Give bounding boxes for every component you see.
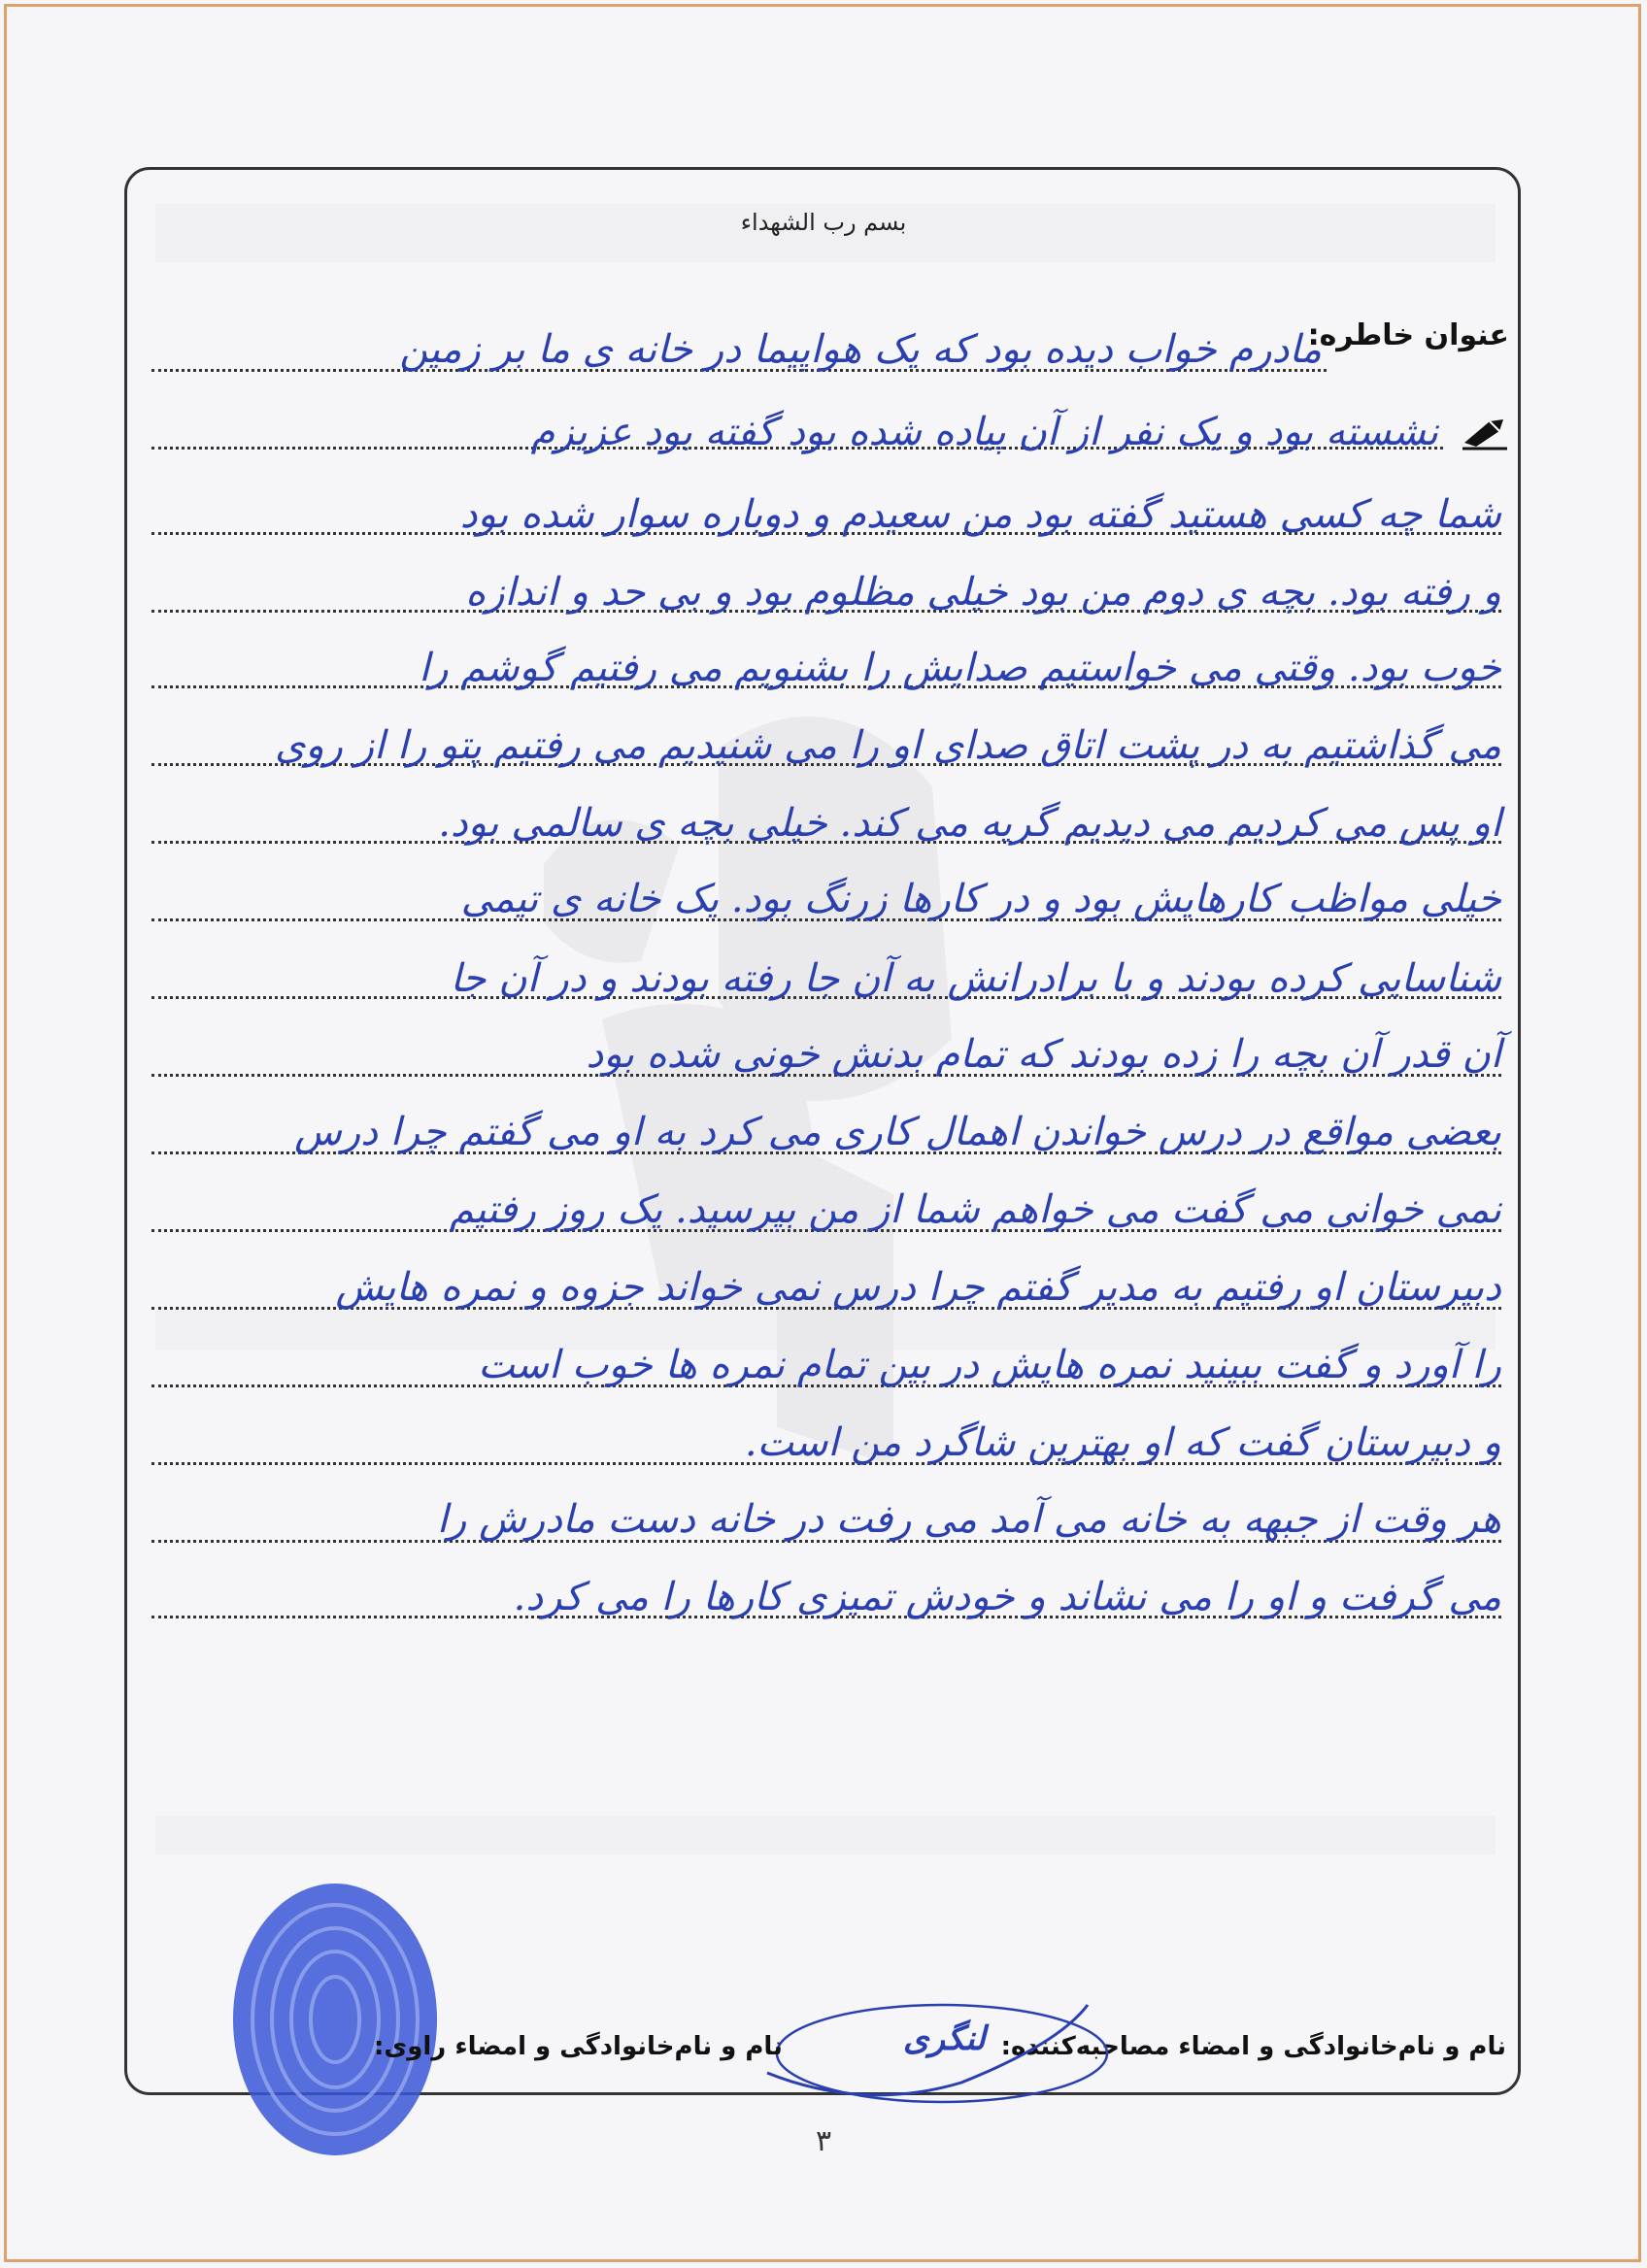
memoir-line: نشسته بود و یک نفر از آن پیاده شده بود گفته بود عزیزم [530,410,1438,454]
memoir-line: می گرفت و او را می نشاند و خودش تمیزی کارها را می کرد. [513,1575,1501,1619]
page-number: ۳ [815,2124,832,2158]
narrator-label: نام و نام‌خانوادگی و امضاء راوی: [374,2032,783,2061]
memoir-line: بعضی مواقع در درس خواندن اهمال کاری می کرد به او می گفتم چرا درس [294,1110,1501,1154]
interviewer-label: نام و نام‌خانوادگی و امضاء مصاحبه‌کننده: [1000,2032,1506,2061]
memoir-line: نمی خوانی می گفت می خواهم شما از من بپرسید. یک روز رفتیم [449,1187,1501,1232]
memoir-line: آن قدر آن بچه را زده بودند که تمام بدنش خونی شده بود [586,1032,1501,1077]
memoir-line: شما چه کسی هستید گفته بود من سعیدم و دوباره سوار شده بود [459,492,1501,537]
memoir-line: شناسایی کرده بودند و با برادرانش به آن جا رفته بودند و در آن جا [450,956,1501,1001]
bismillah-heading: بسم رب الشهداء [740,209,907,236]
fingerprint [223,1874,447,2165]
memoir-line: و دبیرستان گفت که او بهترین شاگرد من است. [744,1420,1501,1465]
signature-flourish [748,1985,1117,2112]
memoir-line: او پس می کردیم می دیدیم گریه می کند. خیلی بچه ی سالمی بود. [438,801,1501,846]
memoir-line: دبیرستان او رفتیم به مدیر گفتم چرا درس نمی خواند جزوه و نمره هایش [335,1265,1501,1310]
memoir-line: می گذاشتیم به در پشت اتاق صدای او را می شنیدیم می رفتیم پتو را از روی [275,723,1501,768]
memoir-line: و رفته بود. بچه ی دوم من بود خیلی مظلوم بود و بی حد و اندازه [465,570,1501,615]
memoir-line: خوب بود. وقتی می خواستیم صدایش را بشنویم می رفتیم گوشم را [419,646,1501,690]
interviewer-signature: لنگری [903,2019,986,2058]
pen-writing-icon [1461,414,1511,450]
memoir-line: را آورد و گفت ببینید نمره هایش در بین تمام نمره ها خوب است [478,1343,1501,1387]
memoir-title-label: عنوان خاطره: [1307,318,1509,352]
memoir-line: خیلی مواظب کارهایش بود و در کارها زرنگ بود. یک خانه ی تیمی [460,877,1501,921]
memoir-line: مادرم خواب دیده بود که یک هواپیما در خانه ی ما بر زمین [399,327,1322,372]
memoir-line: هر وقت از جبهه به خانه می آمد می رفت در خانه دست مادرش را [436,1497,1501,1542]
